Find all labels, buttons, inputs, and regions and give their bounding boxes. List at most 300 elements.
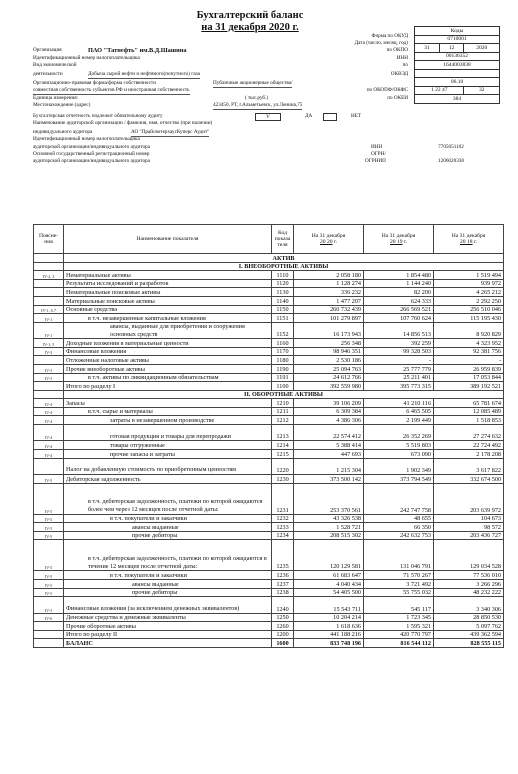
value-2018-cell: 1 518 853: [434, 416, 504, 425]
note-cell: [34, 279, 64, 288]
value-2018-cell: 4 265 212: [434, 288, 504, 297]
document-title: [150, 10, 350, 34]
code-cell: 1250: [272, 613, 294, 622]
name-cell: Финансовые вложения (за исключением денежных эквивалентов): [64, 597, 272, 613]
code-cell: 1236: [272, 571, 294, 580]
note-cell: [34, 630, 64, 639]
name-cell: готовая продукция и товары для перепродажи: [64, 425, 272, 441]
okopf-label: по ОКОПФ/ОКФС: [366, 87, 408, 94]
name-cell: Итого по разделу II: [64, 630, 272, 639]
col-2019-label: На 31 декабря: [381, 233, 416, 239]
note-cell: [34, 639, 64, 648]
table-row: [34, 458, 504, 474]
col-name-header: Наименование показателя: [64, 225, 272, 254]
value-2020-cell: 441 188 216: [294, 630, 364, 639]
table-row: [34, 339, 504, 348]
note-cell: IV-3: [34, 364, 64, 373]
value-2019-cell: 242 747 758: [364, 483, 434, 514]
code-cell: 1230: [272, 475, 294, 484]
col-note-header: Поясне-ния: [34, 225, 64, 254]
name-cell: прочие дебиторы: [64, 531, 272, 540]
audit-yes-label: ДА: [305, 112, 313, 119]
okved-code: 06.10: [415, 78, 500, 87]
value-2018-cell: 22 724 492: [434, 441, 504, 450]
auditor-ogrn-value: 1206020338: [438, 158, 464, 164]
table-row: [34, 373, 504, 382]
name-cell: Нематериальные активы: [64, 271, 272, 280]
col-2020-suffix: г.: [333, 239, 338, 245]
value-2018-cell: 8 920 829: [434, 322, 504, 338]
name-cell: затраты в незавершенном производстве: [64, 416, 272, 425]
col-2019-suffix: г.: [403, 239, 408, 245]
opf-value: Публичные акционерные общества/: [213, 80, 293, 87]
name-cell: Финансовые вложения: [64, 347, 272, 356]
address-value: 423450, РТ, г.Альметьевск, ул.Ленина,75: [213, 101, 303, 108]
table-row: [34, 271, 504, 280]
note-cell: [34, 288, 64, 297]
okopf-code: 1 22 47: [415, 86, 464, 95]
po-label: по: [402, 61, 408, 68]
note-cell: IV-2, 3: [34, 271, 64, 280]
value-2020-cell: 54 405 500: [294, 588, 364, 597]
note-cell: IV-1: [34, 322, 64, 338]
auditor-value: АО "ПрайсвотерхаусКуперс Аудит": [131, 129, 210, 136]
value-2018-cell: 115 195 430: [434, 314, 504, 323]
value-2020-cell: 4 386 306: [294, 416, 364, 425]
value-2019-cell: 66 350: [364, 523, 434, 532]
table-row: [34, 425, 504, 441]
code-cell: 1215: [272, 450, 294, 459]
table-row: [34, 288, 504, 297]
col-2019-year: 20 19: [389, 239, 403, 245]
note-cell: IV-4: [34, 416, 64, 425]
address-label: Местонахождение (адрес): [33, 101, 91, 108]
note-cell: IV-5: [34, 531, 64, 540]
value-2019-cell: 82 200: [364, 288, 434, 297]
value-2019-cell: 48 655: [364, 514, 434, 523]
code-cell: 1214: [272, 441, 294, 450]
auditor-inn-label-1: Идентификационный номер налогоплательщика: [33, 136, 140, 143]
code-cell: 1213: [272, 425, 294, 441]
value-2018-cell: 17 053 844: [434, 373, 504, 382]
table-row: [34, 441, 504, 450]
inn-id-label: Идентификационный номер налогоплательщика: [33, 54, 140, 61]
value-2018-cell: 203 639 972: [434, 483, 504, 514]
col-code-header: Код показа теля: [272, 225, 294, 254]
okud-label: Форма по ОКУД: [371, 33, 408, 39]
inn-label: ИНН: [396, 54, 408, 61]
table-row: [34, 571, 504, 580]
title-main: Бухгалтерский баланс: [196, 10, 304, 21]
value-2018-cell: 12 085 489: [434, 407, 504, 416]
unit-value: ( тыс.руб.): [245, 94, 269, 101]
code-cell: 1200: [272, 630, 294, 639]
name-cell: товары отгруженные: [64, 441, 272, 450]
section-row: [34, 254, 504, 263]
name-cell: Доходные вложения в материальные ценности: [64, 339, 272, 348]
value-2018-cell: 203 436 727: [434, 531, 504, 540]
table-row: [34, 523, 504, 532]
value-2018-cell: 28 850 530: [434, 613, 504, 622]
note-cell: IV-6: [34, 613, 64, 622]
okei-label: по ОКЕИ: [387, 94, 408, 101]
auditor-ogrn-label-1: Основной государственный регистрационный номер: [33, 150, 150, 157]
code-cell: 1260: [272, 622, 294, 631]
auditor-ogrn-code: ОГРН/: [371, 150, 386, 157]
okpo-code: 00136352: [415, 52, 500, 61]
code-cell: 1232: [272, 514, 294, 523]
note-cell: IV-5: [34, 523, 64, 532]
col-2018-suffix: г.: [473, 239, 478, 245]
code-cell: 1160: [272, 339, 294, 348]
table-row: [34, 630, 504, 639]
name-cell: Материальные поисковые активы: [64, 296, 272, 305]
section-title: I. ВНЕОБОРОТНЫЕ АКТИВЫ: [64, 262, 504, 271]
value-2018-cell: 104 673: [434, 514, 504, 523]
table-row: [34, 540, 504, 571]
auditor-name-label: Наименование аудиторской организации / фамилия, имя, отчество (при наличии): [33, 120, 213, 127]
value-2018-cell: 4 323 952: [434, 339, 504, 348]
auditor-label: индивидуального аудитора: [33, 129, 93, 136]
auditor-inn-value: 7705051102: [438, 143, 464, 150]
value-2020-cell: 1 618 636: [294, 622, 364, 631]
code-cell: 1152: [272, 322, 294, 338]
note-cell: [34, 458, 64, 474]
col-2020-header: [294, 225, 364, 254]
table-row: [34, 279, 504, 288]
name-cell: в т.ч. покупатели и заказчики: [64, 514, 272, 523]
note-cell: IV-4: [34, 441, 64, 450]
note-cell: IV-4: [34, 425, 64, 441]
name-cell: БАЛАНС: [64, 639, 272, 648]
auditor-inn-code: ИНН: [371, 143, 383, 150]
code-cell: 1210: [272, 399, 294, 408]
value-2019-cell: 71 570 267: [364, 571, 434, 580]
opf-label: Организационно-правовая форма/форма собственности: [33, 80, 156, 87]
value-2019-cell: 1 902 349: [364, 458, 434, 474]
value-2020-cell: 336 232: [294, 288, 364, 297]
value-2019-cell: 3 721 492: [364, 580, 434, 589]
value-2019-cell: 6 465 505: [364, 407, 434, 416]
table-row: [34, 580, 504, 589]
table-row: [34, 613, 504, 622]
col-2018-label: На 31 декабря: [451, 233, 486, 239]
value-2018-cell: -: [434, 356, 504, 365]
value-2018-cell: 98 572: [434, 523, 504, 532]
name-cell: Дебиторская задолженность: [64, 475, 272, 484]
code-cell: 1190: [272, 364, 294, 373]
note-cell: IV-1, 5: [34, 339, 64, 348]
okpo-label: по ОКПО: [386, 47, 408, 54]
value-2019-cell: 107 760 624: [364, 314, 434, 323]
note-cell: [34, 382, 64, 391]
audit-mark-box: V: [255, 113, 281, 121]
code-cell: 1100: [272, 382, 294, 391]
value-2020-cell: 1 477 207: [294, 296, 364, 305]
value-2018-cell: 2 178 208: [434, 450, 504, 459]
table-row: [34, 314, 504, 323]
value-2018-cell: 77 536 010: [434, 571, 504, 580]
note-cell: IV-3: [34, 373, 64, 382]
value-2020-cell: 4 040 434: [294, 580, 364, 589]
okei-code: 384: [415, 95, 500, 104]
note-cell: [34, 262, 64, 271]
value-2019-cell: 1 723 345: [364, 613, 434, 622]
note-cell: IV-5: [34, 483, 64, 514]
value-2020-cell: 373 500 142: [294, 475, 364, 484]
value-2019-cell: 25 211 401: [364, 373, 434, 382]
table-row: [34, 483, 504, 514]
opf-value-2: совместная собственность субъектов РФ и иностранная собственность: [33, 87, 190, 94]
name-cell: прочие запасы и затраты: [64, 450, 272, 459]
value-2020-cell: 98 946 351: [294, 347, 364, 356]
name-cell: Денежные средства и денежные эквиваленты: [64, 613, 272, 622]
value-2018-cell: 92 381 756: [434, 347, 504, 356]
code-cell: 1130: [272, 288, 294, 297]
code-cell: 1600: [272, 639, 294, 648]
org-name: ПАО "Татнефть" им.В.Д.Шашина: [88, 47, 187, 55]
table-row: [34, 382, 504, 391]
value-2019-cell: 420 770 797: [364, 630, 434, 639]
value-2019-cell: 99 328 503: [364, 347, 434, 356]
code-cell: 1220: [272, 458, 294, 474]
value-2020-cell: 43 326 538: [294, 514, 364, 523]
section-title: АКТИВ: [64, 254, 504, 263]
okud-code: 0710001: [415, 35, 500, 44]
table-row: [34, 296, 504, 305]
table-row: [34, 416, 504, 425]
value-2020-cell: 15 543 711: [294, 597, 364, 613]
auditor-ogrn-label-2: аудиторской организации/индивидуального аудитора: [33, 158, 150, 164]
value-2018-cell: 27 274 632: [434, 425, 504, 441]
code-cell: 1233: [272, 523, 294, 532]
value-2020-cell: 22 574 412: [294, 425, 364, 441]
code-cell: 1237: [272, 580, 294, 589]
name-cell: Основные средства: [64, 305, 272, 314]
code-cell: 1211: [272, 407, 294, 416]
table-row: [34, 588, 504, 597]
value-2020-cell: 16 173 943: [294, 322, 364, 338]
value-2019-cell: 816 544 112: [364, 639, 434, 648]
note-cell: IV-5: [34, 540, 64, 571]
auditor-ogrnip-code: ОГРНИП: [365, 158, 386, 164]
value-2018-cell: 26 959 839: [434, 364, 504, 373]
date-label: Дата (число, месяц, год): [354, 40, 408, 47]
value-2020-cell: 1 528 721: [294, 523, 364, 532]
name-cell: Налог на добавленную стоимость по приобретенным ценностям: [64, 458, 272, 474]
activity-label-2: деятельности: [33, 70, 63, 77]
table-row: [34, 407, 504, 416]
code-cell: 1240: [272, 597, 294, 613]
table-row: [34, 450, 504, 459]
value-2020-cell: 392 559 980: [294, 382, 364, 391]
name-cell: Итого по разделу I: [64, 382, 272, 391]
value-2018-cell: 5 097 762: [434, 622, 504, 631]
value-2020-cell: 24 612 766: [294, 373, 364, 382]
table-row: [34, 356, 504, 365]
name-cell: в т.ч. дебиторская задолженность, платежи по которой ожидаются более чем через 12 месяцев после отчетной даты:: [64, 483, 272, 514]
value-2018-cell: 48 232 222: [434, 588, 504, 597]
code-cell: 1170: [272, 347, 294, 356]
value-2020-cell: 61 683 647: [294, 571, 364, 580]
inn-code: 1644003838: [415, 61, 500, 70]
note-cell: IV-1: [34, 314, 64, 323]
value-2019-cell: 266 569 521: [364, 305, 434, 314]
note-cell: IV-4: [34, 407, 64, 416]
value-2019-cell: 1 595 321: [364, 622, 434, 631]
code-cell: 1235: [272, 540, 294, 571]
date-month: 12: [439, 44, 464, 53]
date-day: 31: [415, 44, 440, 53]
value-2018-cell: 129 034 528: [434, 540, 504, 571]
value-2020-cell: 6 309 384: [294, 407, 364, 416]
auditor-inn-label-2: аудиторской организации/индивидуального аудитора: [33, 143, 150, 150]
org-label: Организация: [33, 47, 62, 54]
value-2019-cell: 55 755 032: [364, 588, 434, 597]
col-2019-header: [364, 225, 434, 254]
table-row: [34, 622, 504, 631]
code-cell: 1110: [272, 271, 294, 280]
name-cell: авансы выданные: [64, 580, 272, 589]
table-row: [34, 364, 504, 373]
name-cell: в т.ч. незавершенные капитальные вложения: [64, 314, 272, 323]
value-2018-cell: 439 362 594: [434, 630, 504, 639]
code-cell: 1191: [272, 373, 294, 382]
code-cell: 1150: [272, 305, 294, 314]
okfs-code: 32: [464, 86, 500, 95]
note-cell: IV-5: [34, 475, 64, 484]
value-2020-cell: 120 129 581: [294, 540, 364, 571]
value-2018-cell: 2 292 250: [434, 296, 504, 305]
note-cell: [34, 356, 64, 365]
table-row: [34, 322, 504, 338]
value-2019-cell: 373 794 549: [364, 475, 434, 484]
value-2019-cell: 545 117: [364, 597, 434, 613]
note-cell: [34, 622, 64, 631]
value-2020-cell: 208 515 302: [294, 531, 364, 540]
value-2019-cell: 673 090: [364, 450, 434, 459]
name-cell: Прочие оборотные активы: [64, 622, 272, 631]
table-row: [34, 597, 504, 613]
note-cell: IV-1, 6.7: [34, 305, 64, 314]
value-2018-cell: 256 510 046: [434, 305, 504, 314]
name-cell: авансы выданные: [64, 523, 272, 532]
section-row: [34, 390, 504, 399]
name-cell: Прочие внеоборотные активы: [64, 364, 272, 373]
table-row: [34, 305, 504, 314]
value-2020-cell: 2 530 186: [294, 356, 364, 365]
name-cell: в т.ч. дебиторская задолженность, платежи по которой ожидаются в течение 12 месяцев после отчетной даты:: [64, 540, 272, 571]
note-cell: IV-3: [34, 347, 64, 356]
name-cell: в.т.ч. сырье и материалы: [64, 407, 272, 416]
name-cell: Запасы: [64, 399, 272, 408]
value-2020-cell: 256 348: [294, 339, 364, 348]
name-cell: Нематериальные поисковые активы: [64, 288, 272, 297]
value-2020-cell: 1 128 274: [294, 279, 364, 288]
value-2019-cell: 392 259: [364, 339, 434, 348]
note-cell: IV-5: [34, 571, 64, 580]
note-cell: IV-5: [34, 580, 64, 589]
col-2018-header: [434, 225, 504, 254]
value-2019-cell: 41 210 116: [364, 399, 434, 408]
note-cell: IV-4: [34, 399, 64, 408]
note-cell: IV-3: [34, 597, 64, 613]
note-cell: [34, 390, 64, 399]
audit-no-label: НЕТ: [351, 112, 362, 119]
value-2019-cell: 1 854 480: [364, 271, 434, 280]
note-cell: [34, 254, 64, 263]
value-2018-cell: 3 617 822: [434, 458, 504, 474]
value-2019-cell: 131 046 791: [364, 540, 434, 571]
name-cell: Результаты исследований и разработок: [64, 279, 272, 288]
section-title: II. ОБОРОТНЫЕ АКТИВЫ: [64, 390, 504, 399]
value-2018-cell: 65 781 674: [434, 399, 504, 408]
table-body: [34, 254, 504, 648]
col-2018-year: 20 18: [459, 239, 473, 245]
audit-question: Бухгалтерская отчетность подлежит обязательному аудиту: [33, 112, 163, 119]
table-row: [34, 399, 504, 408]
code-cell: 1238: [272, 588, 294, 597]
note-cell: IV-4: [34, 450, 64, 459]
value-2019-cell: 25 777 779: [364, 364, 434, 373]
value-2019-cell: 395 773 315: [364, 382, 434, 391]
table-header-row: [34, 225, 504, 254]
value-2018-cell: 332 674 500: [434, 475, 504, 484]
name-cell: Отложенные налоговые активы: [64, 356, 272, 365]
activity-value: Добыча сырой нефти и нефтяного(попутного) газа: [88, 70, 200, 77]
value-2019-cell: 624 333: [364, 296, 434, 305]
value-2020-cell: 5 388 414: [294, 441, 364, 450]
value-2020-cell: 833 748 196: [294, 639, 364, 648]
code-cell: 1212: [272, 416, 294, 425]
date-year: 2020: [464, 44, 500, 53]
value-2019-cell: -: [364, 356, 434, 365]
activity-label: Вид экономической: [33, 61, 77, 68]
table-row: [34, 531, 504, 540]
value-2019-cell: 1 144 240: [364, 279, 434, 288]
okved-label: ОКВЭД: [390, 70, 408, 77]
value-2019-cell: 2 199 449: [364, 416, 434, 425]
value-2020-cell: 260 732 439: [294, 305, 364, 314]
value-2018-cell: 939 972: [434, 279, 504, 288]
table-row: [34, 514, 504, 523]
code-cell: 1180: [272, 356, 294, 365]
note-cell: IV-5: [34, 514, 64, 523]
value-2020-cell: 25 094 763: [294, 364, 364, 373]
table-row: [34, 347, 504, 356]
value-2020-cell: 447 693: [294, 450, 364, 459]
col-2020-year: 20 20: [319, 239, 333, 245]
value-2020-cell: 2 058 180: [294, 271, 364, 280]
value-2019-cell: 242 632 753: [364, 531, 434, 540]
code-cell: 1231: [272, 483, 294, 514]
name-cell: авансы, выданные для приобретения и сооружения основных средств: [64, 322, 272, 338]
code-cell: 1140: [272, 296, 294, 305]
name-cell: в т.ч. покупатели и заказчики: [64, 571, 272, 580]
value-2019-cell: 14 856 513: [364, 322, 434, 338]
value-2020-cell: 10 204 214: [294, 613, 364, 622]
balance-table: [33, 224, 504, 648]
section-row: [34, 262, 504, 271]
value-2019-cell: 26 352 269: [364, 425, 434, 441]
table-row: [34, 639, 504, 648]
unit-label: Единица измерения:: [33, 94, 79, 101]
value-2018-cell: 3 340 306: [434, 597, 504, 613]
code-cell: 1234: [272, 531, 294, 540]
code-cell: 1120: [272, 279, 294, 288]
value-2020-cell: 1 215 304: [294, 458, 364, 474]
name-cell: в т.ч. активы по ликвидационным обязательствам: [64, 373, 272, 382]
